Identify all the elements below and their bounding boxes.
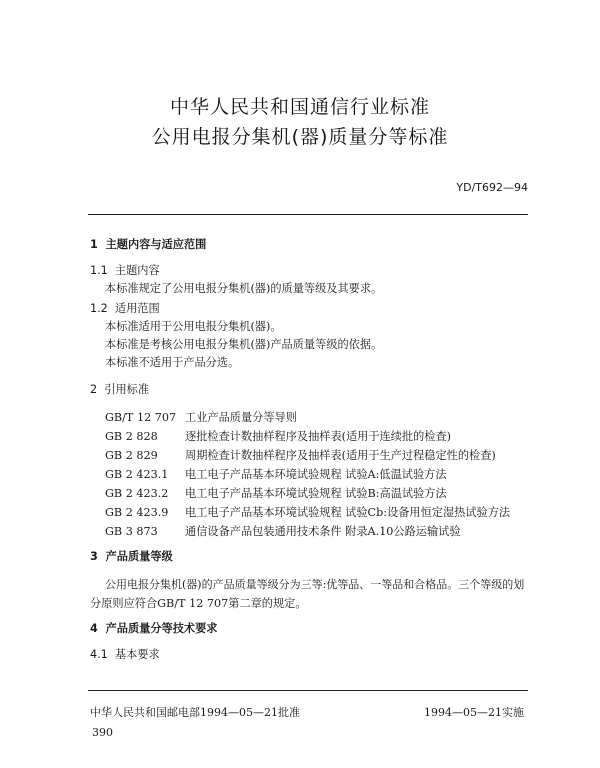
approval-line: 中华人民共和国邮电部1994—05—21批准: [90, 706, 300, 719]
section-1-2-line: 本标准不适用于产品分选。: [105, 356, 240, 369]
reference-title: 工业产品质量分等导则: [185, 411, 297, 424]
section-2-heading: [90, 383, 149, 397]
reference-title: 电工电子产品基本环境试验规程 试验B:高温试验方法: [185, 487, 447, 500]
reference-code: GB 2 423.1: [105, 468, 169, 481]
reference-title: 电工电子产品基本环境试验规程 试验A:低温试验方法: [185, 468, 447, 481]
reference-item: [105, 430, 451, 444]
reference-code: GB/T 12 707: [105, 411, 177, 424]
reference-item: [105, 468, 447, 482]
section-4-number: 4: [90, 622, 98, 635]
reference-title: 通信设备产品包装通用技术条件 附录A.10公路运输试验: [185, 525, 461, 538]
reference-code: GB 2 828: [105, 430, 158, 443]
reference-item: [105, 506, 510, 520]
section-3-paragraph-line1: 公用电报分集机(器)的产品质量等级分为三等:优等品、一等品和合格品。三个等级的划: [105, 578, 525, 591]
document-title-line2: 公用电报分集机(器)质量分等标准: [151, 126, 449, 148]
section-4-title: 产品质量分等技术要求: [105, 622, 218, 635]
reference-title: 逐批检查计数抽样程序及抽样表(适用于连续批的检查): [185, 430, 452, 443]
section-1-1-heading: [90, 264, 160, 278]
document-title-line1: 中华人民共和国通信行业标准: [169, 96, 430, 118]
section-1-number: 1: [90, 238, 98, 251]
page-number: 390: [92, 726, 113, 739]
reference-code: GB 3 873: [105, 525, 158, 538]
section-3-heading: [90, 550, 173, 564]
section-1-2-number: 1.2: [90, 302, 108, 315]
section-3-number: 3: [90, 550, 98, 563]
section-1-title: 主题内容与适应范围: [105, 238, 207, 251]
footer-rule: [88, 690, 528, 691]
reference-item: [105, 487, 447, 501]
section-2-number: 2: [90, 383, 98, 396]
reference-title: 周期检查计数抽样程序及抽样表(适用于生产过程稳定性的检查): [185, 449, 496, 462]
section-4-1-title: 基本要求: [114, 648, 160, 661]
section-1-1-number: 1.1: [90, 264, 108, 277]
section-4-1-number: 4.1: [90, 648, 108, 661]
reference-item: [105, 525, 461, 539]
section-4-1-heading: [90, 648, 160, 662]
section-1-2-line: 本标准是考核公用电报分集机(器)产品质量等级的依据。: [105, 338, 383, 351]
section-1-heading: [90, 238, 206, 252]
section-1-1-text: 本标准规定了公用电报分集机(器)的质量等级及其要求。: [105, 282, 383, 295]
reference-code: GB 2 423.9: [105, 506, 169, 519]
section-3-paragraph-line2: 分原则应符合GB/T 12 707第二章的规定。: [90, 597, 307, 610]
reference-item: [105, 411, 297, 425]
reference-code: GB 2 423.2: [105, 487, 169, 500]
effective-date: 1994—05—21实施: [424, 706, 524, 719]
header-rule: [88, 214, 528, 215]
standard-number: YD/T692—94: [456, 181, 528, 194]
reference-title: 电工电子产品基本环境试验规程 试验Cb:设备用恒定湿热试验方法: [185, 506, 511, 519]
section-1-2-line: 本标准适用于公用电报分集机(器)。: [105, 320, 282, 333]
reference-code: GB 2 829: [105, 449, 158, 462]
section-4-heading: [90, 622, 217, 636]
reference-item: [105, 449, 496, 463]
section-1-1-title: 主题内容: [114, 264, 160, 277]
section-2-title: 引用标准: [104, 383, 150, 396]
section-1-2-heading: [90, 302, 160, 316]
section-1-2-title: 适用范围: [114, 302, 160, 315]
section-3-title: 产品质量等级: [105, 550, 173, 563]
